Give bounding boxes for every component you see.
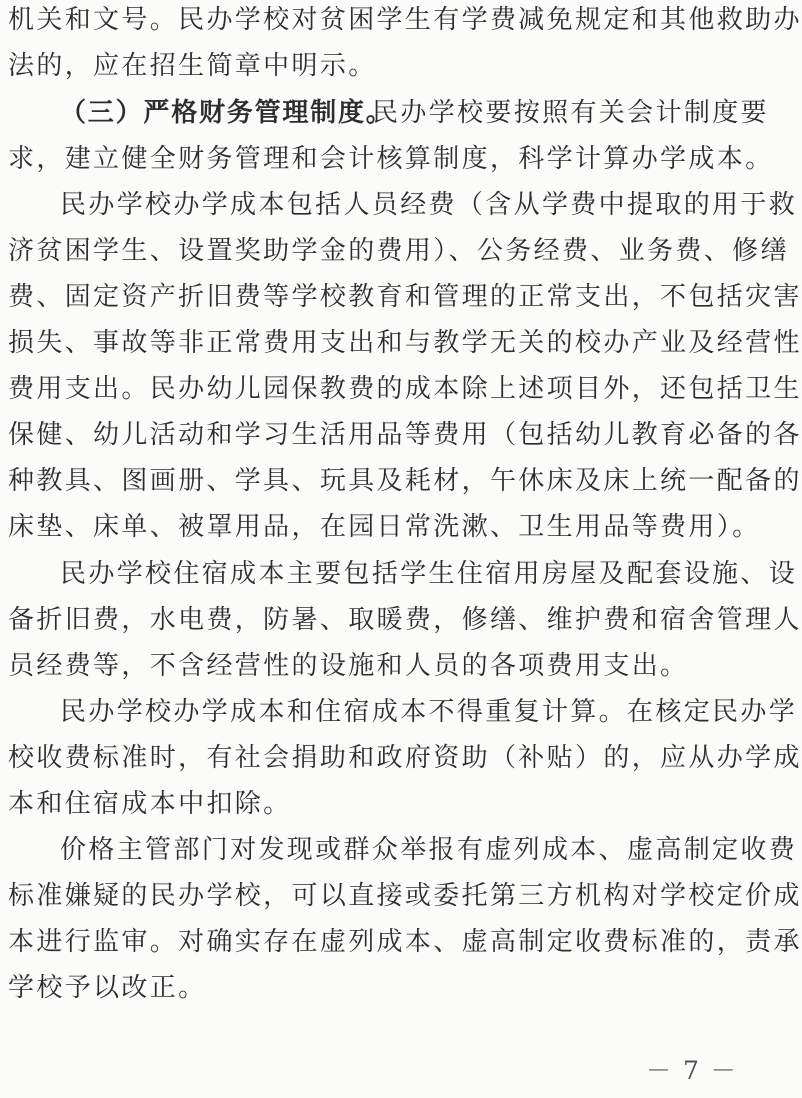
text-line: 济贫困学生、设置奖助学金的费用）、公务经费、业务费、修缮 (8, 236, 789, 266)
text-line: 法的，应在招生简章中明示。 (8, 51, 377, 81)
text-line: 床垫、床单、被罩用品，在园日常洗漱、卫生用品等费用）。 (8, 512, 761, 542)
text-line: 本进行监审。对确实存在虚列成本、虚高制定收费标准的，责承 (8, 927, 802, 957)
text-line: 备折旧费，水电费，防暑、取暖费，修缮、维护费和宿舍管理人 (8, 605, 802, 635)
text-line: 标准嫌疑的民办学校，可以直接或委托第三方机构对学校定价成 (8, 881, 802, 911)
text-line: 求，建立健全财务管理和会计核算制度，科学计算办学成本。 (8, 144, 774, 174)
text-line: 民办学校办学成本和住宿成本不得重复计算。在核定民办学 (60, 697, 798, 727)
text-line: 机关和文号。民办学校对贫困学生有学费减免规定和其他救助办 (8, 5, 802, 35)
section-heading: （三）严格财务管理制度。 (60, 98, 394, 128)
page-number: － 7 － (646, 1056, 738, 1085)
text-line: 费、固定资产折旧费等学校教育和管理的正常支出，不包括灾害 (8, 282, 802, 312)
text-line: 员经费等，不含经营性的设施和人员的各项费用支出。 (8, 651, 689, 681)
text-line: 损失、事故等非正常费用支出和与教学无关的校办产业及经营性 (8, 328, 802, 358)
text-line: 民办学校要按照有关会计制度要 (372, 98, 769, 128)
text-line: 费用支出。民办幼儿园保教费的成本除上述项目外，还包括卫生 (8, 374, 802, 404)
text-line: 学校予以改正。 (8, 973, 207, 1003)
text-line: 校收费标准时，有社会捐助和政府资助（补贴）的，应从办学成 (8, 743, 802, 773)
text-line: 种教具、图画册、学具、玩具及耗材，午休床及床上统一配备的 (8, 466, 802, 496)
text-line: 价格主管部门对发现或群众举报有虚列成本、虚高制定收费 (60, 835, 798, 865)
text-line: 民办学校住宿成本主要包括学生住宿用房屋及配套设施、设 (60, 559, 798, 589)
text-line: 民办学校办学成本包括人员经费（含从学费中提取的用于救 (60, 190, 798, 220)
text-line: 保健、幼儿活动和学习生活用品等费用（包括幼儿教育必备的各 (8, 420, 802, 450)
text-line: 本和住宿成本中扣除。 (8, 789, 292, 819)
